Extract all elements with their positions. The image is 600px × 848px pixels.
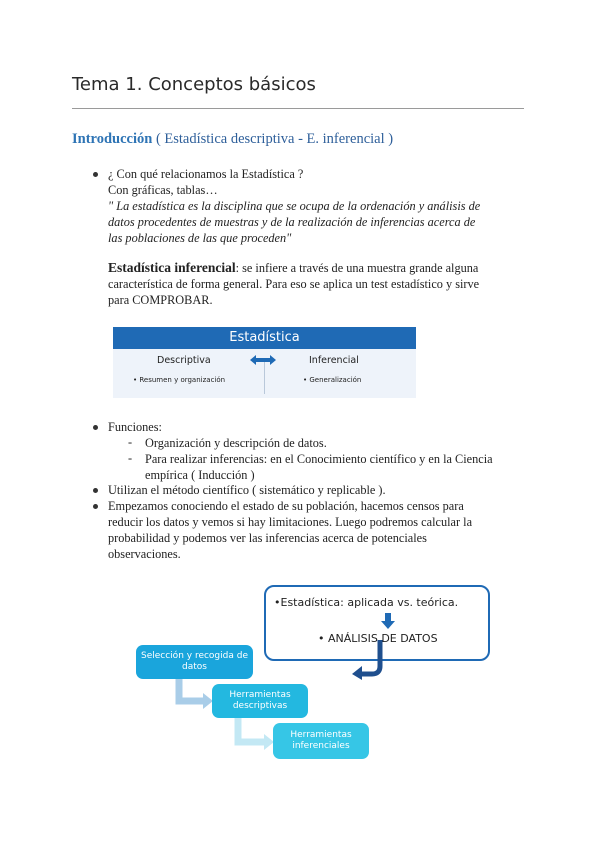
- elbow-arrow-icon: [175, 679, 215, 709]
- funciones-label: Funciones:: [108, 420, 162, 434]
- question-block: [108, 166, 480, 246]
- elbow-arrow-icon: [232, 718, 276, 750]
- empezamos-paragraph: Empezamos conociendo el estado de su población, hacemos censos para reducir los datos y vemos si hay limitaciones. Luego podremos calcular la probabilidad y podemos ver las inferencias acerca de potenciales observaciones.: [108, 499, 473, 561]
- bullet-icon: [93, 488, 98, 493]
- step-descriptivas: Herramientas descriptivas: [212, 684, 308, 718]
- question-text: ¿ Con qué relacionamos la Estadística ?: [108, 167, 304, 181]
- inferencial-line: para COMPROBAR.: [108, 293, 213, 307]
- analysis-line-1: •Estadística: aplicada vs. teórica.: [274, 596, 459, 609]
- title-divider: [72, 108, 524, 109]
- analysis-line-2: • ANÁLISIS DE DATOS: [318, 632, 438, 645]
- inferencial-title: Inferencial: [309, 355, 359, 366]
- bullet-icon: [93, 504, 98, 509]
- arrow-down-icon: [381, 613, 395, 629]
- curved-arrow-icon: [350, 640, 390, 680]
- inferencial-paragraph: [108, 260, 479, 308]
- page-title: Tema 1. Conceptos básicos: [72, 74, 316, 95]
- descriptiva-note: • Resumen y organización: [133, 376, 226, 384]
- column-divider: [264, 362, 265, 394]
- intro-title: Introducción: [72, 131, 153, 147]
- quote-line: las poblaciones de las que proceden": [108, 231, 292, 245]
- estadistica-figure: [113, 327, 416, 398]
- intro-subtitle: ( Estadística descriptiva - E. inferencial ): [152, 131, 394, 147]
- answer-text: Con gráficas, tablas…: [108, 183, 218, 197]
- double-arrow-icon: [249, 354, 277, 366]
- quote-line: " La estadística es la disciplina que se ocupa de la ordenación y análisis de: [108, 199, 481, 213]
- intro-heading: [72, 131, 393, 148]
- dash-icon: -: [128, 435, 133, 449]
- bullet-icon: [93, 172, 98, 177]
- dash-icon: -: [128, 451, 133, 465]
- step-seleccion: Selección y recogida de datos: [136, 645, 253, 679]
- inferencial-note: • Generalización: [303, 376, 362, 384]
- inferencial-line: característica de forma general. Para eso se aplica un test estadístico y sirve: [108, 277, 480, 291]
- inferencial-line: Estadística inferencial: se infiere a través de una muestra grande alguna: [108, 260, 479, 275]
- descriptiva-title: Descriptiva: [157, 355, 211, 366]
- step-inferenciales: Herramientas inferenciales: [273, 723, 369, 759]
- bullet-icon: [93, 425, 98, 430]
- estadistica-header: Estadística: [113, 327, 416, 349]
- quote-line: datos procedentes de muestras y de la realización de inferencias acerca de: [108, 215, 476, 229]
- funciones-item: Organización y descripción de datos.: [145, 436, 327, 450]
- funciones-item: Para realizar inferencias: en el Conocimiento científico y en la Ciencia empírica ( Inducción ): [145, 452, 493, 482]
- inferencial-term: Estadística inferencial: [108, 260, 236, 275]
- metodo-text: Utilizan el método científico ( sistemático y replicable ).: [108, 483, 386, 497]
